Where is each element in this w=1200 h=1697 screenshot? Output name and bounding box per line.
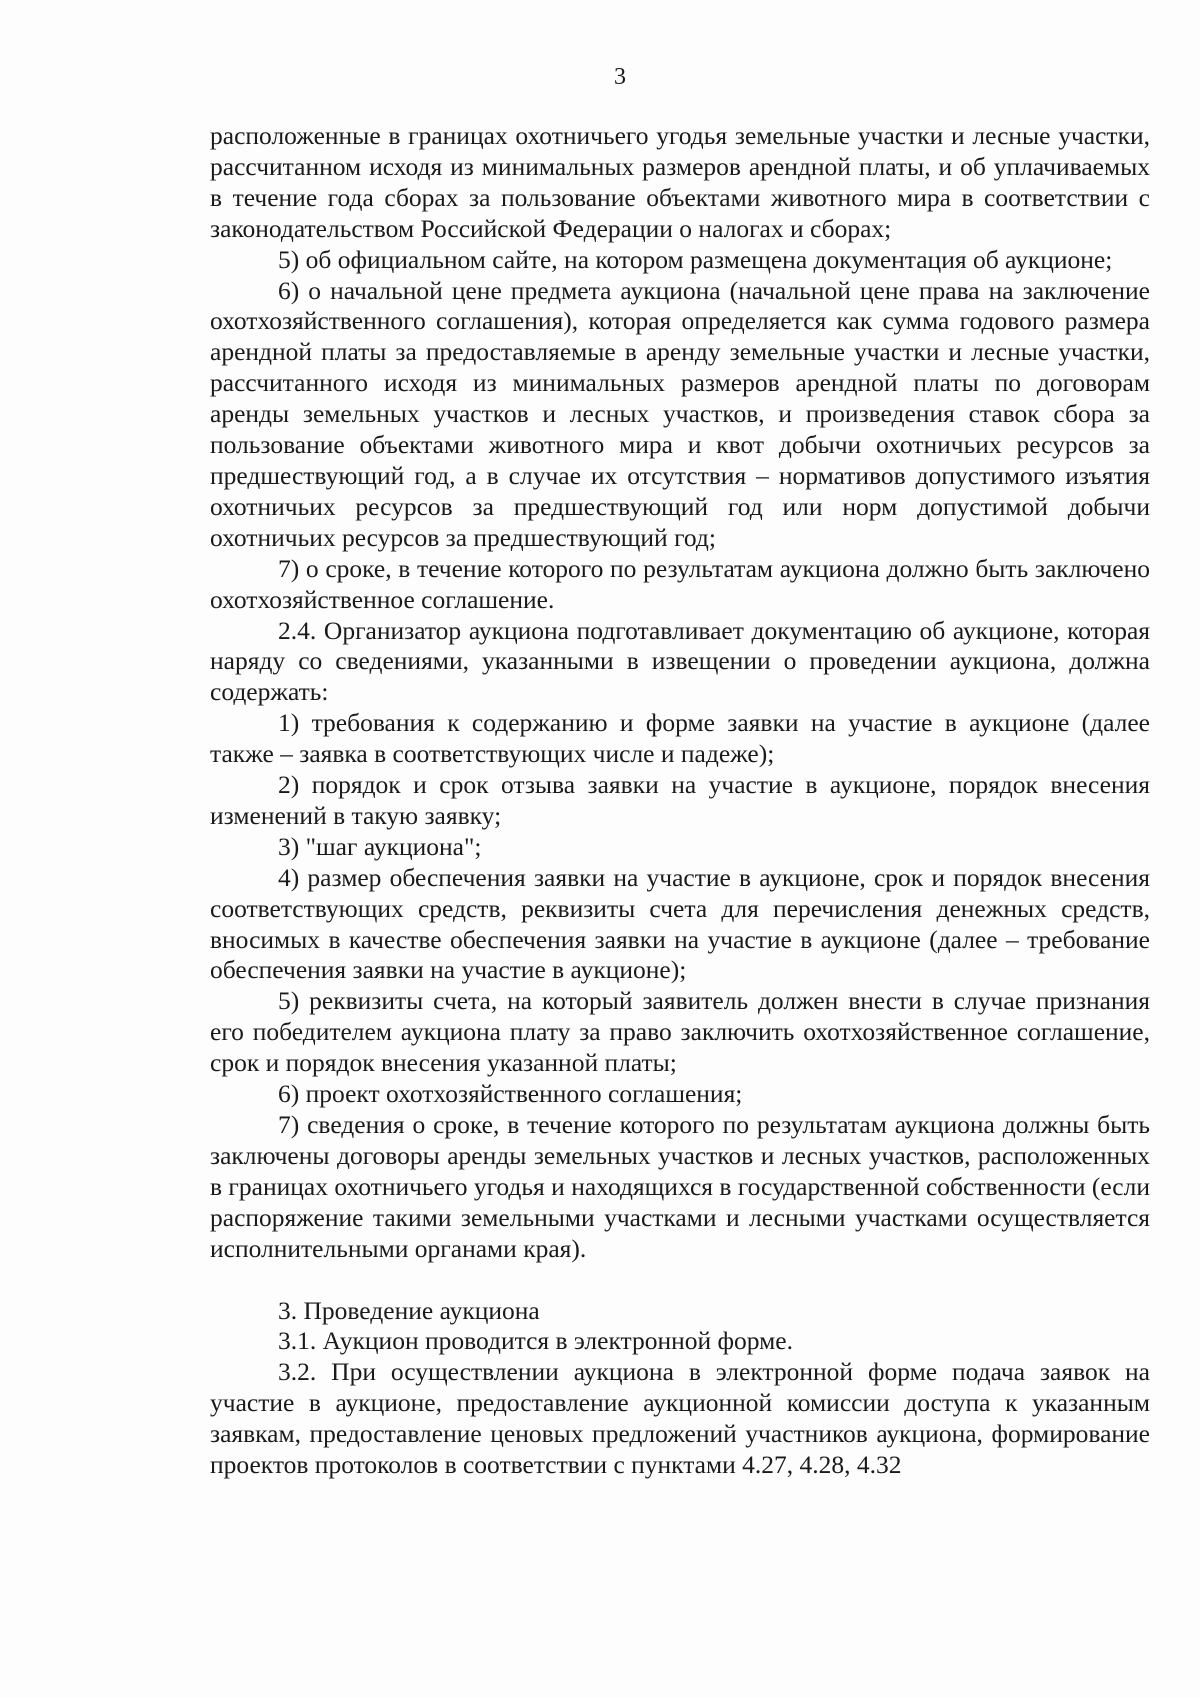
paragraph-item-7-term: 7) о сроке, в течение которого по результатам аукциона должно быть заключено охотхозяйственное соглашение. — [210, 553, 1150, 614]
paragraph-3-2: 3.2. При осуществлении аукциона в электронной форме подача заявок на участие в аукционе, предоставление аукционной комиссии доступа к указанным заявкам, предоставление ценовых предложений участников аукциона, формирование проектов протоколов в соответствии с пунктами 4.27, 4.28, 4.32 — [210, 1357, 1150, 1480]
paragraph-item-6-initial-price: 6) о начальной цене предмета аукциона (начальной цене права на заключение охотхозяйственного соглашения), которая определяется как сумма годового размера арендной платы за предоставляемые в аренду земельные участки и лесные участки, рассчитанного исходя из минимальных размеров арендной платы по договорам аренды земельных участков и лесных участков, и произведения ставок сбора за пользование объектами животного мира и квот добычи охотничьих ресурсов за предшествующий год, а в случае их отсутствия – нормативов допустимого изъятия охотничьих ресурсов за предшествующий год или норм допустимой добычи охотничьих ресурсов за предшествующий год; — [210, 275, 1150, 552]
paragraph-doc-item-4: 4) размер обеспечения заявки на участие в аукционе, срок и порядок внесения соответствующих средств, реквизиты счета для перечисления денежных средств, вносимых в качестве обеспечения заявки на участие в аукционе (далее – требование обеспечения заявки на участие в аукционе); — [210, 862, 1150, 985]
paragraph-continuation: расположенные в границах охотничьего угодья земельные участки и лесные участки, рассчитанном исходя из минимальных размеров арендной платы, и об уплачиваемых в течение года сборах за пользование объектами животного мира в соответствии с законодательством Российской Федерации о налогах и сборах; — [210, 121, 1150, 243]
paragraph-item-5-official-site: 5) об официальном сайте, на котором размещена документация об аукционе; — [278, 244, 1113, 274]
paragraph-doc-item-2: 2) порядок и срок отзыва заявки на участие в аукционе, порядок внесения изменений в такую заявку; — [210, 770, 1150, 830]
paragraph-doc-item-5: 5) реквизиты счета, на который заявитель должен внести в случае признания его победителем аукциона плату за право заключить охотхозяйственное соглашение, срок и порядок внесения указанной платы; — [210, 986, 1150, 1078]
section-heading-3: 3. Проведение аукциона — [278, 1295, 540, 1325]
paragraph-3-1: 3.1. Аукцион проводится в электронной форме. — [278, 1326, 793, 1356]
document-body — [210, 121, 1150, 1481]
page-number: 3 — [614, 64, 626, 90]
paragraph-doc-item-3: 3) "шаг аукциона"; — [278, 831, 482, 861]
section-spacer — [210, 1265, 1150, 1296]
paragraph-2-4: 2.4. Организатор аукциона подготавливает документацию об аукционе, которая наряду со сведениями, указанными в извещении о проведении аукциона, должна содержать: — [210, 615, 1150, 707]
paragraph-doc-item-6: 6) проект охотхозяйственного соглашения; — [278, 1079, 743, 1109]
paragraph-doc-item-1: 1) требования к содержанию и форме заявки на участие в аукционе (далее также – заявка в соответствующих числе и падеже); — [210, 708, 1150, 769]
paragraph-doc-item-7: 7) сведения о сроке, в течение которого по результатам аукциона должны быть заключены договоры аренды земельных участков и лесных участков, расположенных в границах охотничьего угодья и находящихся в государственной собственности (если распоряжение такими земельными участками и лесными участками осуществляется исполнительными органами края). — [210, 1110, 1150, 1263]
